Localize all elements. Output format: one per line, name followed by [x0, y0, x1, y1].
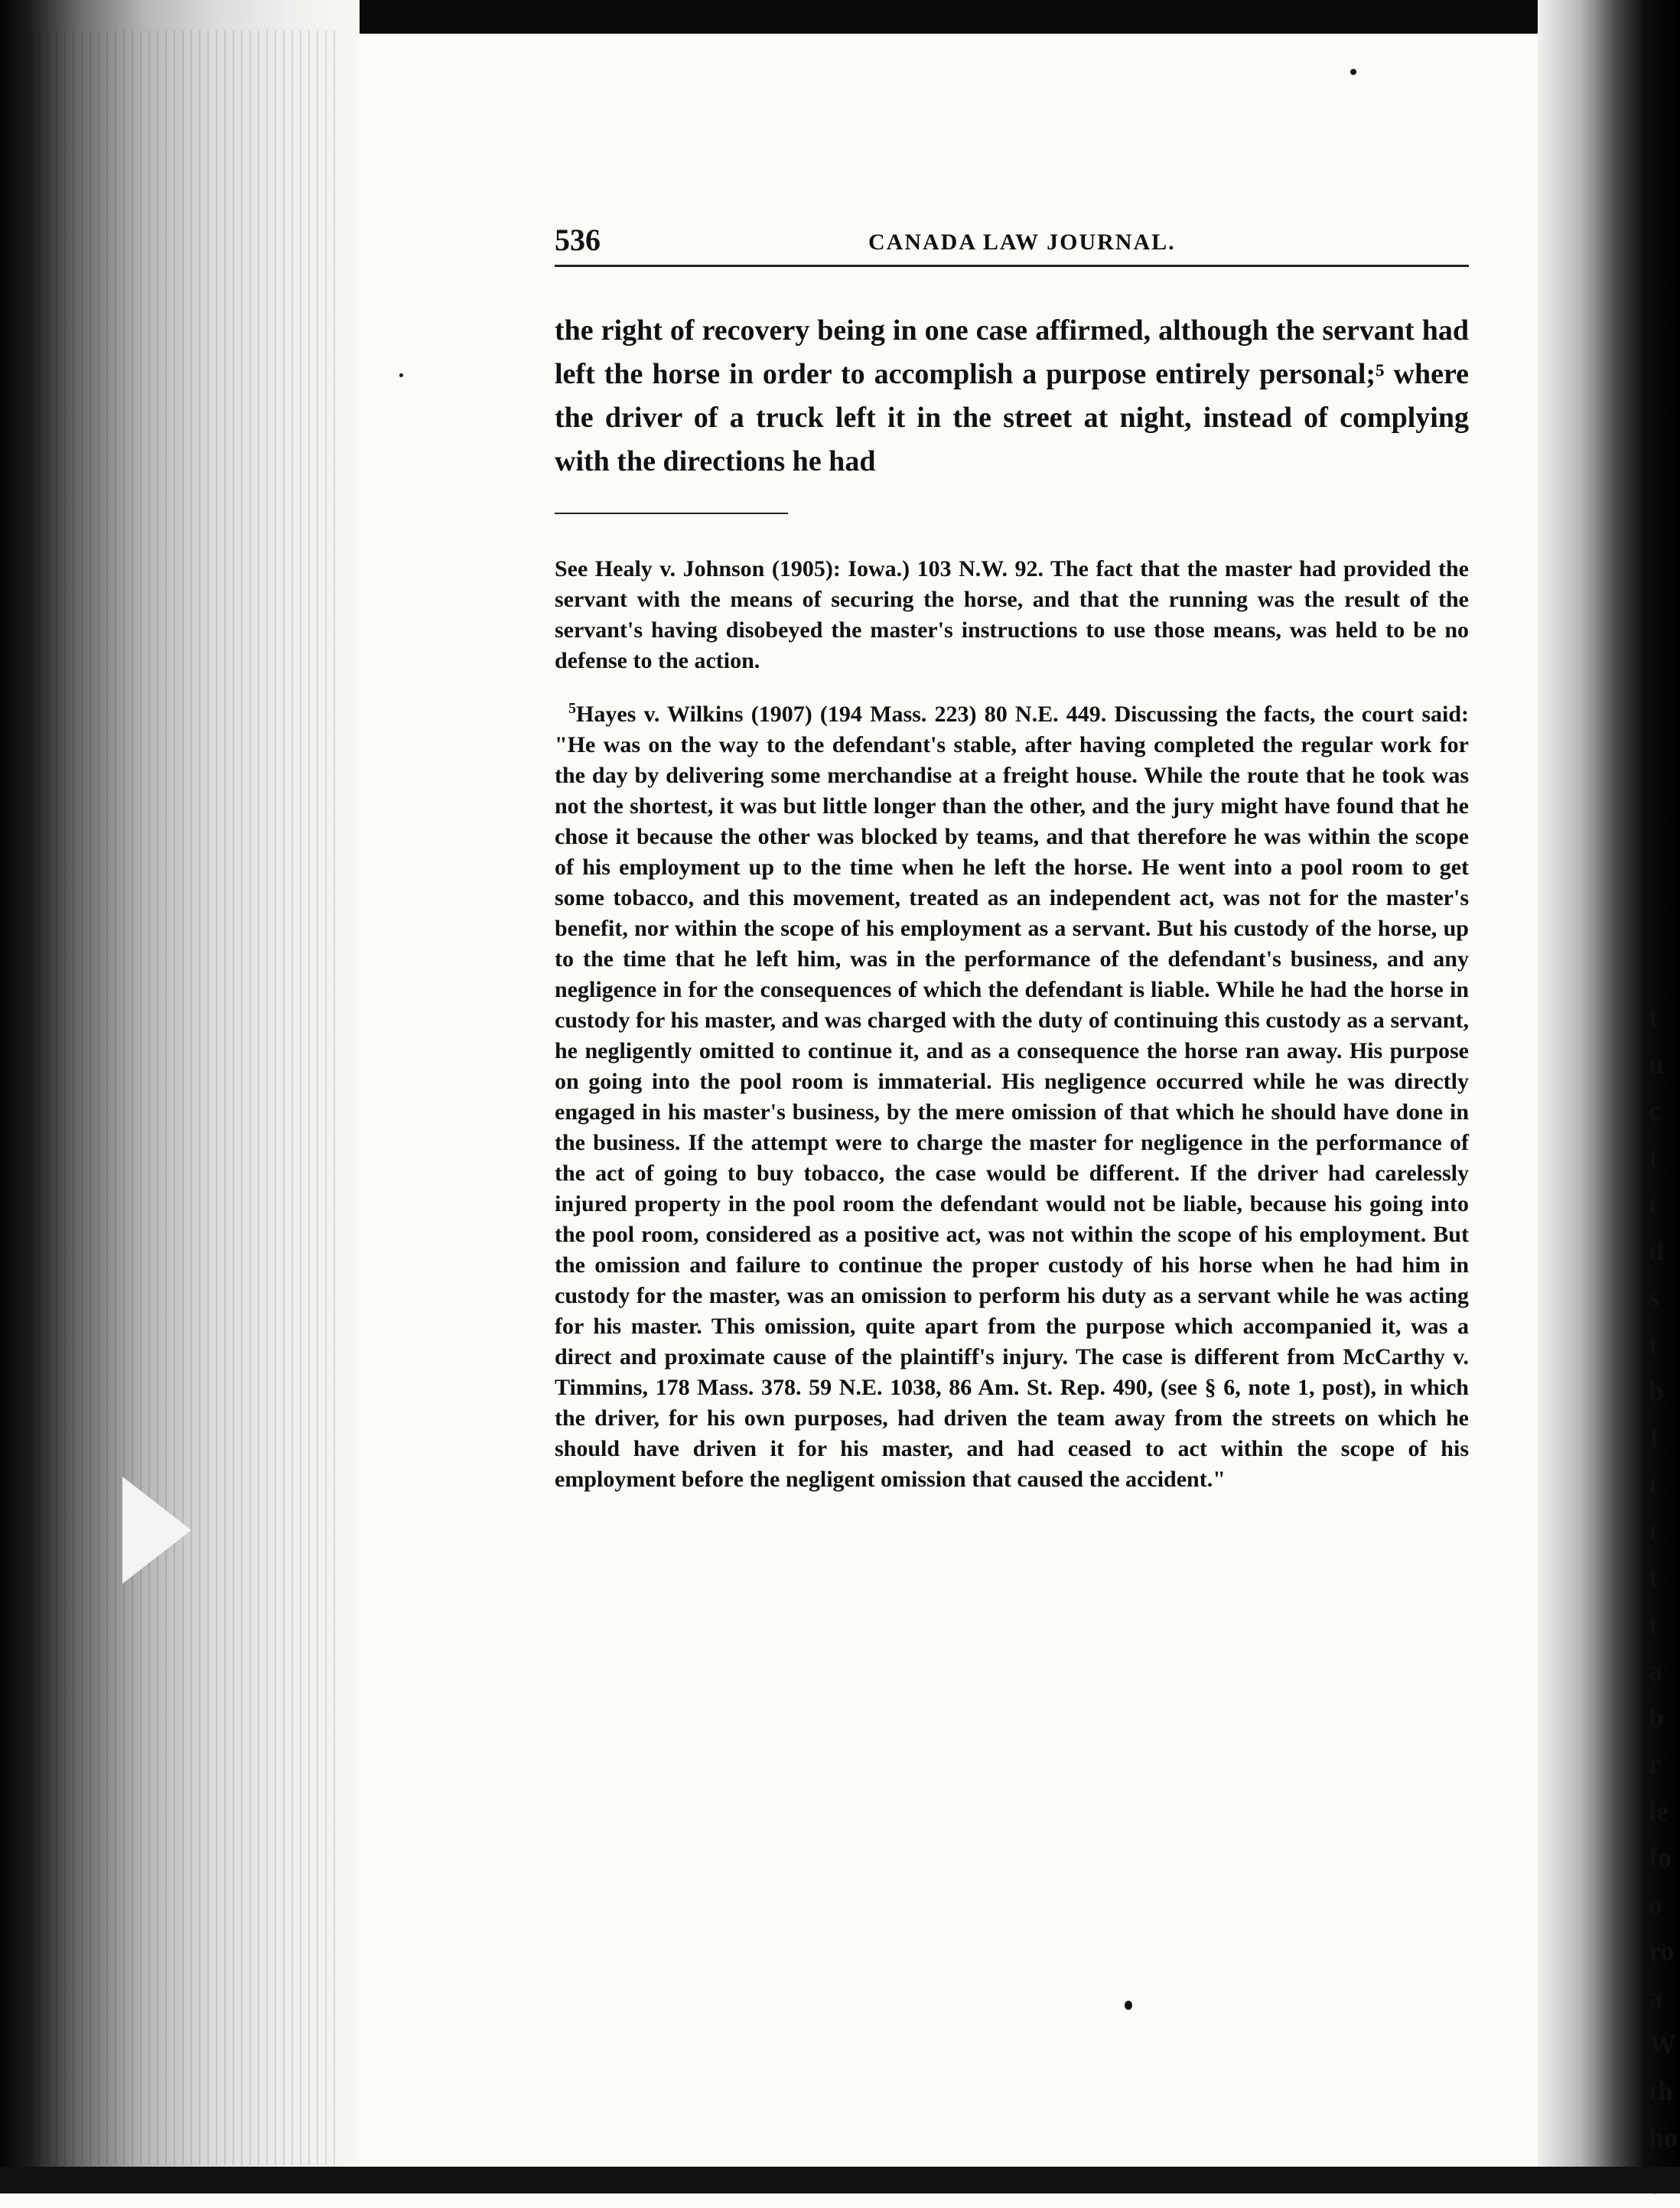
- facing-page-fragment: t: [1649, 1562, 1658, 1593]
- footnote-5: [555, 693, 1469, 1495]
- facing-page-fragment: t: [1649, 1516, 1658, 1546]
- speck: [399, 373, 403, 377]
- facing-page-fragment: a: [1649, 1982, 1662, 2013]
- book-gutter-shadow: [0, 0, 360, 2193]
- body-paragraph: the right of recovery being in one case affirmed, although the servant had left the horse in order to accomplish a purpose entirely personal;⁵ where the driver of a truck left it in the street at night, instead of complying with the directions he had: [555, 314, 1469, 477]
- facing-page-fragment: le: [1649, 1796, 1669, 1826]
- speck: [1125, 2001, 1132, 2010]
- torn-paper-notch: [122, 1477, 191, 1584]
- footnote-text: See Healy v. Johnson (1905): Iowa.) 103 N.W. 92. The fact that the master had provided the servant with the means of securing the horse, and that the running was the result of the servant's having disobeyed the master's instructions to use those means, was held to be no defense to the action.: [555, 556, 1469, 673]
- facing-page-fragment: W: [1649, 2029, 1676, 2060]
- facing-page-fragment: s: [1649, 1282, 1660, 1313]
- facing-page-fragment: t: [1649, 1002, 1658, 1033]
- scan-bottom-border: [0, 2167, 1680, 2193]
- document-page: [555, 222, 1469, 1495]
- facing-page-fragment: t: [1649, 1329, 1658, 1360]
- page-header: [555, 222, 1469, 267]
- facing-page-fragment: th: [1649, 2076, 1674, 2106]
- facing-page-fragment: ro: [1649, 1936, 1675, 1966]
- facing-page-fragment: fo: [1649, 1842, 1672, 1873]
- facing-page-fragment: u: [1649, 1049, 1665, 1080]
- speck: [1350, 69, 1356, 75]
- facing-page-fragment: I: [1649, 1422, 1660, 1453]
- facing-page-fragment: a: [1649, 1656, 1662, 1686]
- facing-page-fragment: ho: [1649, 2122, 1678, 2153]
- footnote-separator: [555, 513, 788, 514]
- page-number: 536: [555, 223, 601, 257]
- facing-page-fragment: c: [1649, 1096, 1661, 1126]
- facing-page-fragment: o: [1649, 1889, 1662, 1920]
- facing-page-fragment: t: [1649, 1142, 1658, 1173]
- running-head: CANADA LAW JOURNAL.: [868, 230, 1176, 255]
- footnote-4: [555, 554, 1469, 676]
- facing-page-fragment: t: [1649, 1469, 1658, 1500]
- facing-page-fragment: b: [1649, 1376, 1665, 1406]
- facing-page-fragment: d: [1649, 1236, 1665, 1266]
- facing-page-fragment: b: [1649, 1702, 1665, 1733]
- facing-page-fragment: r: [1649, 1749, 1661, 1780]
- gutter-texture: [31, 31, 337, 2165]
- facing-page-fragments: [1649, 995, 1679, 2153]
- footnote-text: Hayes v. Wilkins (1907) (194 Mass. 223) 80 N.E. 449. Discussing the facts, the court said: "He was on the way to the defendant's stable, after having completed the regular work for the day by delivering some merchandise at a freight house. While the route that he took was not the shortest, it was but little longer than the other, and the jury might have found that he chose it because the other was blocked by teams, and that therefore he was within the scope of his employment up to the time when he left the horse. He went into a pool room to get some tobacco, and this movement, treated as an independent act, was not for the master's benefit, nor within the scope of his employment as a servant. But his custody of the horse, up to the time that he left him, was in the performance of the defendant's business, and any negligence in for the consequences of which the defendant is liable. While he had the horse in custody for his master, and was charged with the duty of continuing this custody as a servant, he negligently omitted to continue it, and as a consequence the horse ran away. His purpose on going into the pool room is immaterial. His negligence occurred while he was directly engaged in his master's business, by the mere omission of that which he should have done in the business. If the attempt were to charge the master for negligence in the performance of the act of going to buy tobacco, the case would be different. If the driver had carelessly injured property in the pool room the defendant would not be liable, because his going into the pool room, considered as a positive act, was not within the scope of his employment. But the omission and failure to continue the proper custody of his horse when he had him in custody for the master, was an omission to perform his duty as a servant while he was acting for his master. This omission, quite apart from the purpose which accompanied it, was a direct and proximate cause of the plaintiff's injury. The case is different from McCarthy v. Timmins, 178 Mass. 378. 59 N.E. 1038, 86 Am. St. Rep. 490, (see § 6, note 1, post), in which the driver, for his own purposes, had driven the team away from the streets on which he should have driven it for his master, and had ceased to act within the scope of his employment before the negligent omission that caused the accident.": [555, 702, 1469, 1492]
- footnote-marker: 5: [568, 700, 576, 717]
- facing-page-fragment: t: [1649, 1189, 1658, 1220]
- facing-page-fragment: t: [1649, 1609, 1658, 1640]
